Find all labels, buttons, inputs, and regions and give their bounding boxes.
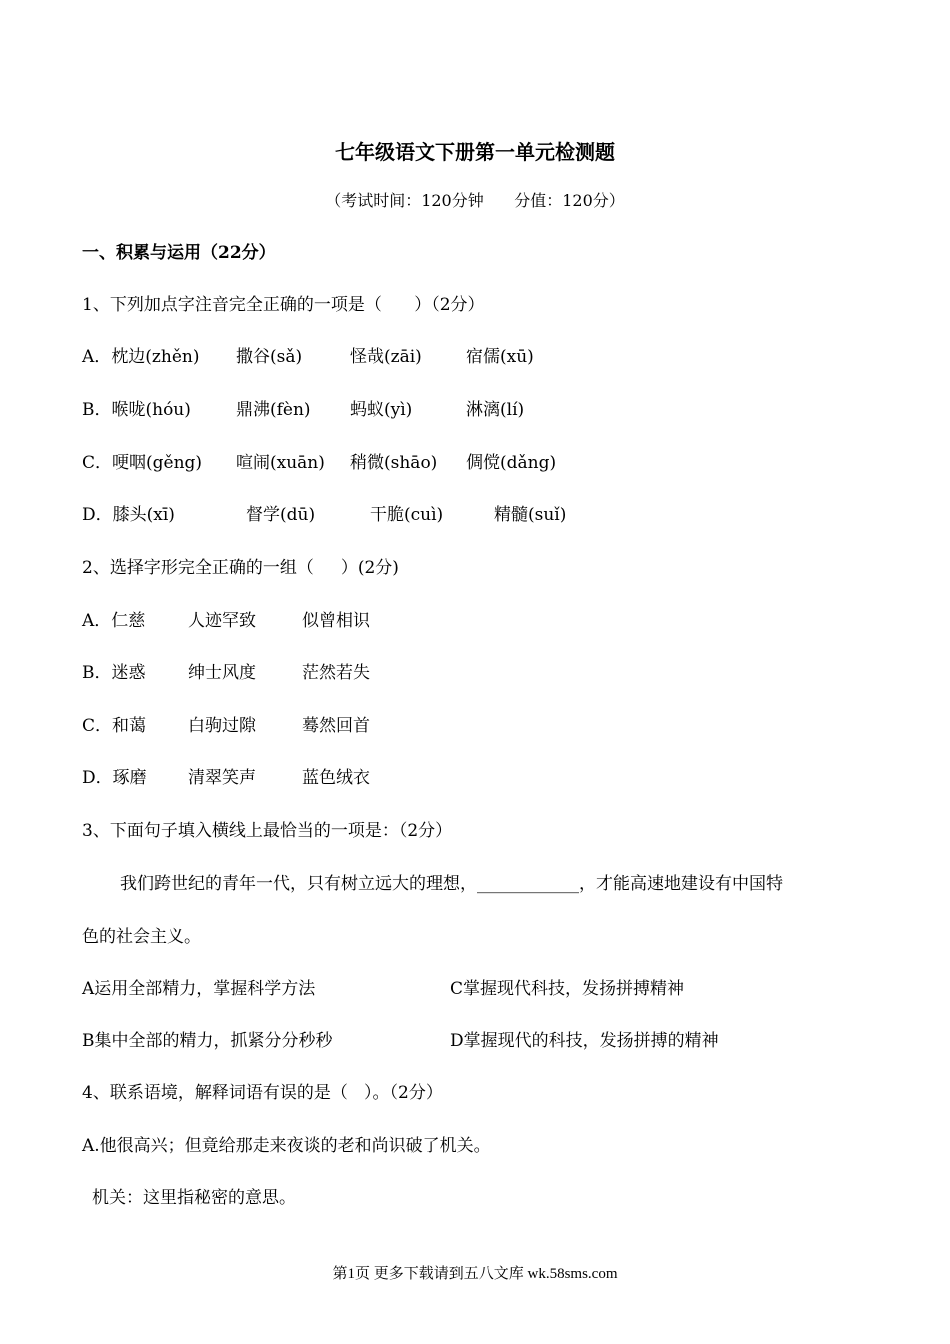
q1-option-b-4: 淋漓(lí) — [466, 400, 525, 420]
q1-option-d-4: 精髓(suǐ) — [494, 505, 567, 525]
q2-option-a-3: 似曾相识 — [302, 611, 370, 631]
q2-option-b-1: B．迷惑 — [82, 663, 146, 683]
q1-option-a-4: 宿儒(xū) — [466, 347, 534, 367]
q1-option-a-3: 怪哉(zāi) — [350, 347, 422, 367]
q3-option-c: C掌握现代科技，发扬拼搏精神 — [450, 979, 685, 999]
q3-option-b: B集中全部的精力，抓紧分分秒秒 — [82, 1031, 333, 1051]
q2-option-d-1: D．琢磨 — [82, 768, 147, 788]
q2-option-c-1: C．和蔼 — [82, 716, 147, 736]
q1-option-a-2: 撒谷(sǎ) — [236, 347, 303, 367]
q2-option-c-3: 蓦然回首 — [302, 716, 370, 736]
exam-info: （考试时间：120分钟 分值：120分） — [325, 191, 625, 210]
section-heading: 一、积累与运用（22分） — [82, 243, 276, 263]
q4-option-a: A.他很高兴；但竟给那走来夜谈的老和尚识破了机关。 — [82, 1136, 491, 1156]
q2-option-b-2: 绅士风度 — [188, 663, 256, 683]
question-4-stem: 4、联系语境，解释词语有误的是（ ）。（2分） — [82, 1083, 443, 1103]
q3-sentence-line-2: 色的社会主义。 — [82, 927, 201, 947]
q3-option-a: A运用全部精力，掌握科学方法 — [82, 979, 316, 999]
q3-option-d: D掌握现代的科技，发扬拼搏的精神 — [450, 1031, 719, 1051]
q2-option-a-2: 人迹罕致 — [188, 611, 256, 631]
q1-option-c-3: 稍微(shāo) — [350, 453, 438, 473]
page-footer: 第1页 更多下载请到五八文库 wk.58sms.com — [332, 1266, 618, 1282]
q1-option-d-3: 干脆(cuì) — [370, 505, 444, 525]
q1-option-c-2: 喧闹(xuān) — [236, 453, 325, 473]
q2-option-c-2: 白驹过隙 — [188, 716, 256, 736]
page-title: 七年级语文下册第一单元检测题 — [335, 140, 615, 164]
q1-option-b-1: B．喉咙(hóu) — [82, 400, 191, 420]
q1-option-b-2: 鼎沸(fèn) — [236, 400, 311, 420]
q4-explanation: 机关：这里指秘密的意思。 — [92, 1188, 296, 1208]
q2-option-d-2: 清翠笑声 — [188, 768, 256, 788]
q2-option-a-1: A．仁慈 — [82, 611, 146, 631]
q1-option-d-1: D．膝头(xī) — [82, 505, 175, 525]
q3-sentence-line-1: 我们跨世纪的青年一代，只有树立远大的理想，____________，才能高速地建设有中国特 — [120, 874, 783, 894]
question-3-stem: 3、下面句子填入横线上最恰当的一项是：（2分） — [82, 821, 453, 841]
question-2-stem: 2、选择字形完全正确的一组（ ）(2分) — [82, 558, 399, 578]
q1-option-b-3: 蚂蚁(yì) — [350, 400, 413, 420]
question-1-stem: 1、下列加点字注音完全正确的一项是（ ）（2分） — [82, 295, 485, 315]
q1-option-d-2: 督学(dū) — [246, 505, 316, 525]
q1-option-c-1: C．哽咽(gěng) — [82, 453, 203, 473]
q2-option-b-3: 茫然若失 — [302, 663, 370, 683]
q1-option-a-1: A．枕边(zhěn) — [82, 347, 200, 367]
q1-option-c-4: 倜傥(dǎng) — [466, 453, 557, 473]
q2-option-d-3: 蓝色绒衣 — [302, 768, 370, 788]
